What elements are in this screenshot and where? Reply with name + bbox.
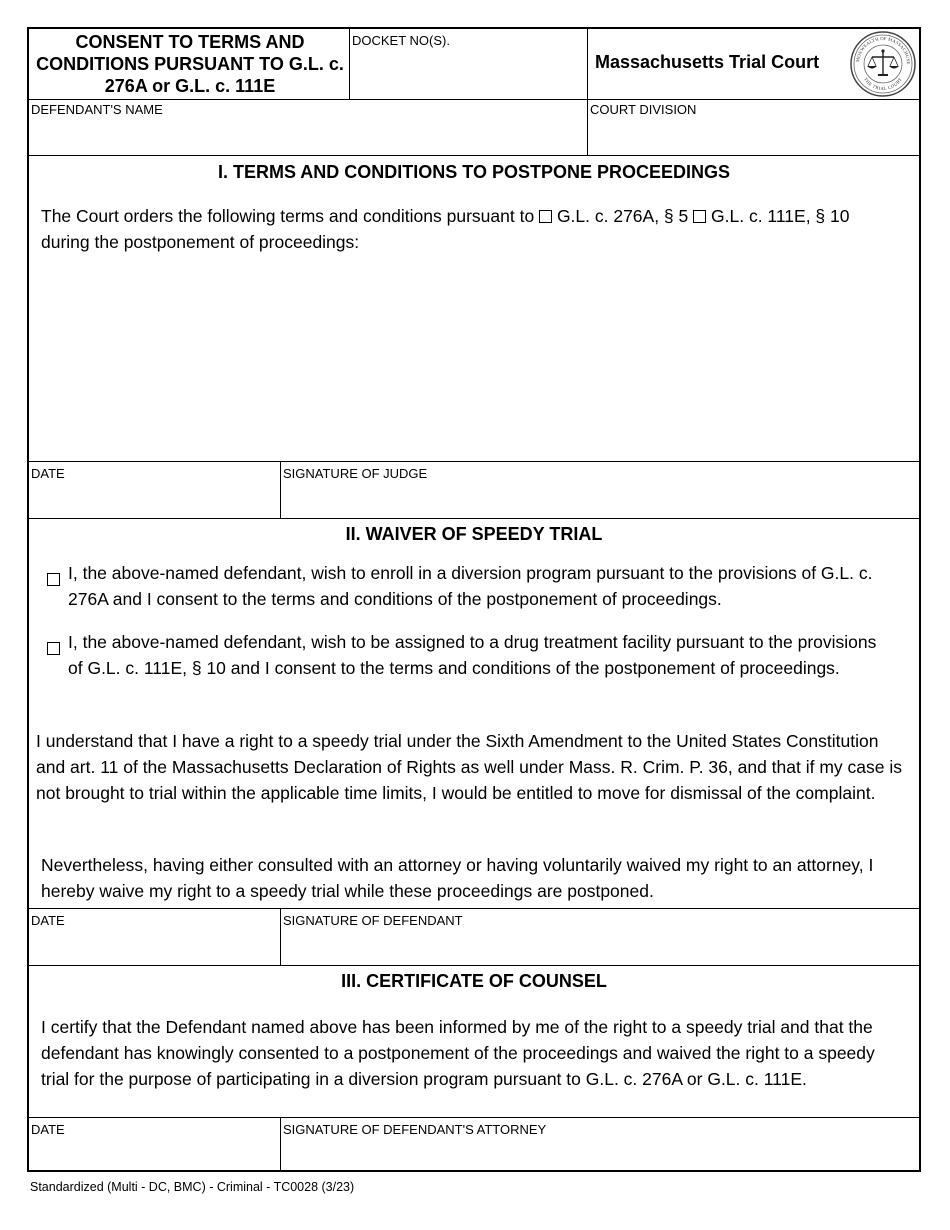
defendant-name-field[interactable] xyxy=(29,115,585,153)
court-division-label: COURT DIVISION xyxy=(590,102,697,117)
defendant-signature-label: SIGNATURE OF DEFENDANT xyxy=(283,913,463,928)
divider xyxy=(29,518,919,519)
docket-label: DOCKET NO(S). xyxy=(352,33,450,48)
waiver-choice-2 xyxy=(47,629,887,681)
section-2-date-label: DATE xyxy=(31,913,65,928)
divider xyxy=(29,965,919,966)
form-title: CONSENT TO TERMS AND CONDITIONS PURSUANT TO G.L. c. 276A or G.L. c. 111E xyxy=(36,32,344,96)
section-1-heading: I. TERMS AND CONDITIONS TO POSTPONE PROCEEDINGS xyxy=(217,162,731,182)
section-1-text: The Court orders the following terms and conditions pursuant to G.L. c. 276A, § 5 G.L. c. 111E, § 10 during the postponement of proceedings: xyxy=(41,206,850,252)
divider xyxy=(280,908,281,965)
divider xyxy=(29,908,919,909)
divider xyxy=(280,461,281,518)
court-name: Massachusetts Trial Court xyxy=(595,52,820,72)
section-3-date-label: DATE xyxy=(31,1122,65,1137)
section-2-date-field[interactable] xyxy=(29,928,279,962)
judge-signature-field[interactable] xyxy=(282,481,918,515)
section-2-heading: II. WAIVER OF SPEEDY TRIAL xyxy=(345,524,603,544)
consent-form xyxy=(27,27,921,1172)
divider xyxy=(587,29,588,155)
divider xyxy=(29,155,919,156)
speedy-trial-rights-paragraph: I understand that I have a right to a speedy trial under the Sixth Amendment to the United States Constitution and art. 11 of the Massachusetts Declaration of Rights as well under Mass. R. Crim. P. 36, and that if my case is not brought to trial within the applicable time limits, I would be entitled to move for dismissal of the complaint. xyxy=(36,731,902,803)
checkbox-111e[interactable] xyxy=(693,210,706,223)
checkbox-276a[interactable] xyxy=(539,210,552,223)
divider xyxy=(29,1117,919,1118)
waiver-choice-2-text: I, the above-named defendant, wish to be assigned to a drug treatment facility pursuant to the provisions of G.L. c. 111E, § 10 and I consent to the terms and conditions of the postponement of proceedings. xyxy=(68,632,877,678)
defendant-signature-field[interactable] xyxy=(282,928,918,962)
divider xyxy=(29,461,919,462)
form-code: Standardized (Multi - DC, BMC) - Criminal - TC0028 (3/23) xyxy=(30,1180,355,1194)
attorney-signature-label: SIGNATURE OF DEFENDANT'S ATTORNEY xyxy=(283,1122,547,1137)
section-3-date-field[interactable] xyxy=(29,1137,279,1169)
section-1-date-field[interactable] xyxy=(29,481,279,515)
checkbox-drug-treatment[interactable] xyxy=(47,642,60,655)
section-1-date-label: DATE xyxy=(31,466,65,481)
checkbox-diversion-program[interactable] xyxy=(47,573,60,586)
waiver-paragraph: Nevertheless, having either consulted with an attorney or having voluntarily waived my right to an attorney, I hereby waive my right to a speedy trial while these proceedings are postponed. xyxy=(41,855,874,901)
court-division-field[interactable] xyxy=(589,115,919,153)
divider xyxy=(280,1117,281,1172)
court-seal-icon xyxy=(849,30,917,98)
waiver-choice-1-text: I, the above-named defendant, wish to enroll in a diversion program pursuant to the provisions of G.L. c. 276A and I consent to the terms and conditions of the postponement of proceedings. xyxy=(68,563,873,609)
terms-and-conditions-area[interactable] xyxy=(35,261,913,457)
defendant-name-label: DEFENDANT'S NAME xyxy=(31,102,163,117)
svg-text:COMMONWEALTH OF MASSACHUSETTS: MONWEALTH OF MASSACHUSE xyxy=(855,35,912,65)
svg-text:THE TRIAL COURT: THE TRIAL COURT xyxy=(863,76,903,92)
divider xyxy=(29,99,919,100)
certificate-paragraph: I certify that the Defendant named above has been informed by me of the right to a speedy trial and that the defendant has knowingly consented to a postponement of the proceedings and waived the right to a speedy trial for the purpose of participating in a diversion program pursuant to G.L. c. 276A or G.L. c. 111E. xyxy=(41,1017,875,1089)
waiver-choice-1 xyxy=(47,560,877,612)
attorney-signature-field[interactable] xyxy=(282,1137,918,1169)
section-3-heading: III. CERTIFICATE OF COUNSEL xyxy=(341,971,607,991)
divider xyxy=(349,29,350,99)
judge-signature-label: SIGNATURE OF JUDGE xyxy=(283,466,428,481)
